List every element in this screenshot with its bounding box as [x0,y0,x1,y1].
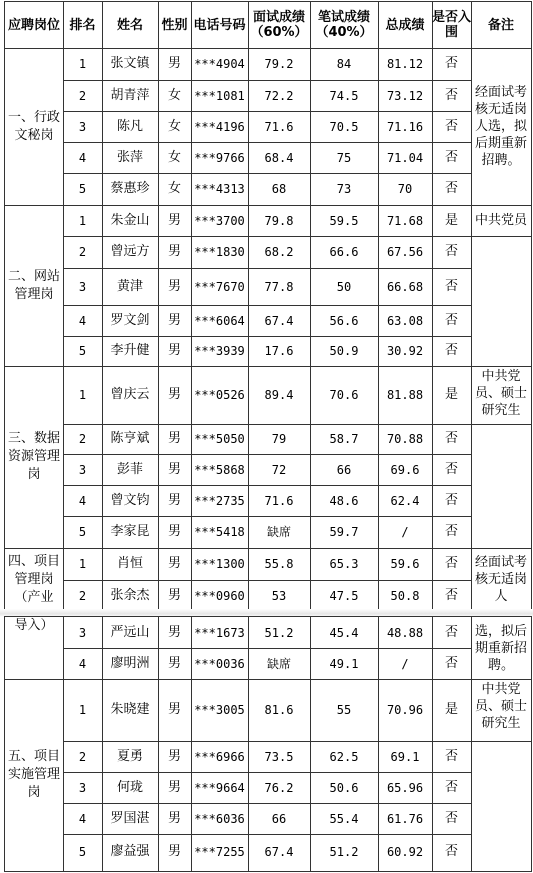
rank-cell: 3 [78,119,87,134]
name-cell: 廖明洲 [110,655,150,671]
row-rule [63,803,471,804]
total-score-cell: 63.08 [386,313,424,328]
row-rule [471,741,531,742]
row-rule [63,268,471,269]
written-score-cell: 56.6 [329,313,359,328]
remark-note: 中共党员 [474,213,527,228]
shortlisted-cell: 否 [444,748,458,764]
interview-score-cell: 68 [271,182,287,196]
name-cell: 何珑 [116,779,143,795]
written-score-cell: 51.2 [329,845,359,859]
rank-cell: 5 [78,344,87,358]
total-score-cell: 73.12 [386,88,424,103]
written-score-cell: 70.5 [329,119,359,134]
name-cell: 朱晓建 [110,702,150,717]
header-gender: 性别 [161,17,188,33]
interview-score-cell: 79.2 [264,57,294,71]
written-score-cell: 73 [336,182,352,196]
gender-cell: 男 [167,655,181,671]
gender-cell: 男 [167,461,181,477]
shortlisted-cell: 是 [444,387,458,402]
row-rule [5,205,531,206]
shortlisted-cell: 否 [444,181,458,196]
group-label: 三、数据资源管理岗 [7,431,60,482]
shortlisted-cell: 否 [444,461,458,477]
remark-note: 经面试考核无适岗人 [474,555,527,604]
rank-cell: 5 [78,525,87,539]
shortlisted-cell: 否 [444,779,458,795]
phone-cell: ***4196 [194,119,245,134]
name-cell: 罗文剑 [110,312,150,328]
rank-cell: 2 [78,432,87,446]
gender-cell: 女 [167,87,181,103]
shortlisted-cell: 否 [444,624,458,640]
written-score-cell: 74.5 [329,88,359,103]
row-rule [63,80,471,81]
total-score-cell: 48.88 [386,625,424,640]
written-score-cell: 70.6 [329,388,359,402]
shortlisted-cell: 否 [444,524,458,539]
interview-score-cell: 缺席 [266,525,291,539]
phone-cell: ***6064 [194,313,245,328]
phone-cell: ***2735 [194,493,245,508]
written-score-cell: 45.4 [329,625,359,640]
phone-cell: ***6966 [194,749,245,764]
gender-cell: 女 [167,149,181,165]
row-rule [63,111,471,112]
shortlisted-cell: 否 [444,312,458,328]
total-score-cell: 70 [397,182,413,196]
shortlisted-cell: 否 [444,56,458,71]
group-label: 二、网站管理岗 [7,268,60,302]
phone-cell: ***7670 [194,279,245,294]
row-rule [63,336,471,337]
phone-cell: ***3700 [194,213,245,228]
written-score-cell: 58.7 [329,432,359,446]
interview-score-cell: 79.8 [264,213,294,228]
name-cell: 张文镇 [110,56,150,71]
written-score-cell: 50 [336,279,352,294]
rank-cell: 3 [78,780,87,795]
name-cell: 张余杰 [110,587,150,603]
rank-cell: 3 [78,462,87,477]
row-rule [63,516,471,517]
gender-cell: 男 [167,431,181,446]
interview-score-cell: 72 [271,462,287,477]
shortlisted-cell: 否 [444,87,458,103]
row-rule [63,741,471,742]
header-position: 应聘岗位 [7,17,60,33]
row-rule [63,834,471,835]
shortlisted-cell: 否 [444,655,458,671]
shortlisted-cell: 否 [444,810,458,826]
phone-cell: ***5868 [194,462,245,477]
gender-cell: 男 [167,56,181,71]
phone-cell: ***5050 [194,432,245,446]
shortlisted-cell: 否 [444,556,458,571]
name-cell: 夏勇 [116,748,143,764]
phone-cell: ***1300 [194,557,245,571]
row-rule [63,424,471,425]
rank-cell: 1 [78,213,87,228]
shortlisted-cell: 否 [444,118,458,134]
rank-cell: 2 [78,749,87,764]
interview-score-cell: 17.6 [264,344,294,358]
total-score-cell: / [401,656,409,671]
row-rule [63,236,471,237]
written-score-cell: 49.1 [329,656,359,671]
written-score-cell: 55.4 [329,811,359,826]
total-score-cell: 66.68 [386,279,424,294]
total-score-cell: 81.12 [386,57,424,71]
shortlisted-cell: 否 [444,431,458,446]
shortlisted-cell: 否 [444,492,458,508]
group-label-continued: 导入） [14,618,54,633]
phone-cell: ***0960 [194,588,245,603]
phone-cell: ***6036 [194,811,245,826]
total-score-cell: 69.1 [390,749,420,764]
written-score-cell: 75 [336,150,352,165]
rank-cell: 4 [78,493,87,508]
interview-score-cell: 71.6 [264,119,294,134]
gender-cell: 男 [167,244,181,259]
row-rule [471,424,531,425]
group-label: 四、项目管理岗（产业 [7,553,60,605]
gender-cell: 男 [167,748,181,764]
rank-cell: 2 [78,245,87,259]
phone-cell: ***0036 [194,656,245,671]
total-score-cell: 67.56 [386,245,424,259]
gender-cell: 男 [167,844,181,859]
gender-cell: 男 [167,387,181,402]
rank-cell: 4 [78,811,87,826]
total-score-cell: 81.88 [386,388,424,402]
interview-score-cell: 55.8 [264,557,294,571]
gender-cell: 男 [167,779,181,795]
shortlisted-cell: 否 [444,149,458,165]
total-score-cell: / [401,525,409,539]
shortlisted-cell: 否 [444,844,458,859]
group-label: 一、行政文秘岗 [7,109,60,143]
gender-cell: 男 [167,624,181,640]
shortlisted-cell: 否 [444,587,458,603]
interview-score-cell: 71.6 [264,493,294,508]
phone-cell: ***9766 [194,150,245,165]
row-rule [63,772,471,773]
rank-cell: 4 [78,313,87,328]
rank-cell: 3 [78,279,87,294]
gender-cell: 男 [167,278,181,294]
gender-cell: 男 [167,524,181,539]
phone-cell: ***4904 [194,57,245,71]
rank-cell: 3 [78,625,87,640]
interview-score-cell: 73.5 [264,749,294,764]
rank-cell: 5 [78,182,87,196]
remark-note: 中共党员、硕士研究生 [474,682,527,731]
interview-score-cell: 81.6 [264,703,294,717]
name-cell: 李升健 [110,343,150,358]
name-cell: 陈亨斌 [110,431,150,446]
phone-cell: ***1081 [194,88,245,103]
row-rule [63,142,471,143]
table-page-2 [4,616,532,872]
row-rule [63,648,471,649]
name-cell: 罗国湛 [110,810,150,826]
total-score-cell: 62.4 [390,493,420,508]
interview-score-cell: 51.2 [264,625,294,640]
interview-score-cell: 67.4 [264,313,294,328]
row-rule [63,485,471,486]
gender-cell: 男 [167,212,181,228]
phone-cell: ***9664 [194,780,245,795]
name-cell: 曾远方 [110,244,150,259]
written-score-cell: 55 [336,703,352,717]
header-rank: 排名 [69,17,96,33]
rank-cell: 1 [78,388,87,402]
gender-cell: 男 [167,587,181,603]
rank-cell: 4 [78,656,87,671]
remark-note: 中共党员、硕士研究生 [474,369,527,418]
table-page-1 [4,1,532,611]
row-rule [63,454,471,455]
interview-score-cell: 53 [271,588,287,603]
rank-cell: 1 [78,703,87,717]
header-name: 姓名 [116,17,143,33]
written-score-cell: 47.5 [329,588,359,603]
interview-score-cell: 77.8 [264,279,294,294]
name-cell: 黄津 [116,278,143,294]
phone-cell: ***4313 [194,182,245,196]
header-remark: 备注 [487,17,514,33]
total-score-cell: 70.88 [386,432,424,446]
remark-note-continued: 选，拟后期重新招聘。 [474,623,527,673]
written-score-cell: 50.9 [329,344,359,358]
name-cell: 陈凡 [116,118,143,134]
phone-cell: ***7255 [194,845,245,859]
written-score-cell: 50.6 [329,780,359,795]
total-score-cell: 59.6 [390,557,420,571]
interview-score-cell: 67.4 [264,845,294,859]
rank-cell: 2 [78,588,87,603]
shortlisted-cell: 否 [444,244,458,259]
name-cell: 张萍 [116,149,143,165]
gender-cell: 男 [167,492,181,508]
header-interview: 面试成绩（60%） [250,10,308,40]
rank-cell: 1 [78,57,87,71]
rank-cell: 2 [78,88,87,103]
written-score-cell: 65.3 [329,557,359,571]
interview-score-cell: 79 [271,432,287,446]
name-cell: 李家昆 [110,524,150,539]
written-score-cell: 84 [336,57,352,71]
gender-cell: 男 [167,810,181,826]
interview-score-cell: 68.2 [264,245,294,259]
total-score-cell: 50.8 [390,588,420,603]
interview-score-cell: 68.4 [264,150,294,165]
rank-cell: 1 [78,557,87,571]
written-score-cell: 59.5 [329,213,359,228]
rank-cell: 5 [78,845,87,859]
gender-cell: 男 [167,702,181,717]
name-cell: 曾文钧 [110,492,150,508]
written-score-cell: 59.7 [329,525,359,539]
name-cell: 严远山 [110,624,150,640]
name-cell: 肖恒 [116,556,143,571]
written-score-cell: 66 [336,462,352,477]
phone-cell: ***1830 [194,245,245,259]
name-cell: 朱金山 [110,212,150,228]
row-rule [63,305,471,306]
row-rule [5,548,531,549]
written-score-cell: 62.5 [329,749,359,764]
gender-cell: 男 [167,343,181,358]
total-score-cell: 71.68 [386,213,424,228]
interview-score-cell: 72.2 [264,88,294,103]
written-score-cell: 66.6 [329,245,359,259]
shortlisted-cell: 是 [444,702,458,717]
gender-cell: 女 [167,181,181,196]
name-cell: 胡青萍 [110,87,150,103]
name-cell: 彭菲 [116,461,143,477]
interview-score-cell: 缺席 [266,656,291,671]
rank-cell: 4 [78,150,87,165]
gender-cell: 男 [167,312,181,328]
interview-score-cell: 76.2 [264,780,294,795]
row-rule [5,679,531,680]
total-score-cell: 60.92 [386,845,424,859]
shortlisted-cell: 否 [444,343,458,358]
group-label: 五、项目实施管理岗 [7,748,60,800]
interview-score-cell: 89.4 [264,388,294,402]
shortlisted-cell: 是 [444,212,458,228]
phone-cell: ***1673 [194,625,245,640]
total-score-cell: 71.04 [386,150,424,165]
total-score-cell: 70.96 [386,703,424,717]
header-shortlisted: 是否入围 [432,10,472,40]
total-score-cell: 65.96 [386,780,424,795]
phone-cell: ***3005 [194,703,245,717]
total-score-cell: 71.16 [386,119,424,134]
interview-score-cell: 66 [271,811,287,826]
shortlisted-cell: 否 [444,278,458,294]
written-score-cell: 48.6 [329,493,359,508]
total-score-cell: 69.6 [390,462,420,477]
total-score-cell: 30.92 [386,344,424,358]
phone-cell: ***0526 [194,388,245,402]
gender-cell: 女 [167,118,181,134]
total-score-cell: 61.76 [386,811,424,826]
name-cell: 蔡惠珍 [110,181,150,196]
name-cell: 曾庆云 [110,387,150,402]
remark-note: 经面试考核无适岗人选，拟后期重新招聘。 [474,85,527,168]
row-rule [63,580,471,581]
row-rule [471,236,531,237]
gender-cell: 男 [167,556,181,571]
phone-cell: ***5418 [194,525,245,539]
header-phone: 电话号码 [193,17,246,33]
phone-cell: ***3939 [194,344,245,358]
name-cell: 廖益强 [110,844,150,859]
header-total: 总成绩 [385,17,425,33]
row-rule [63,173,471,174]
header-written: 笔试成绩（40%） [315,10,373,40]
row-rule [5,366,531,367]
